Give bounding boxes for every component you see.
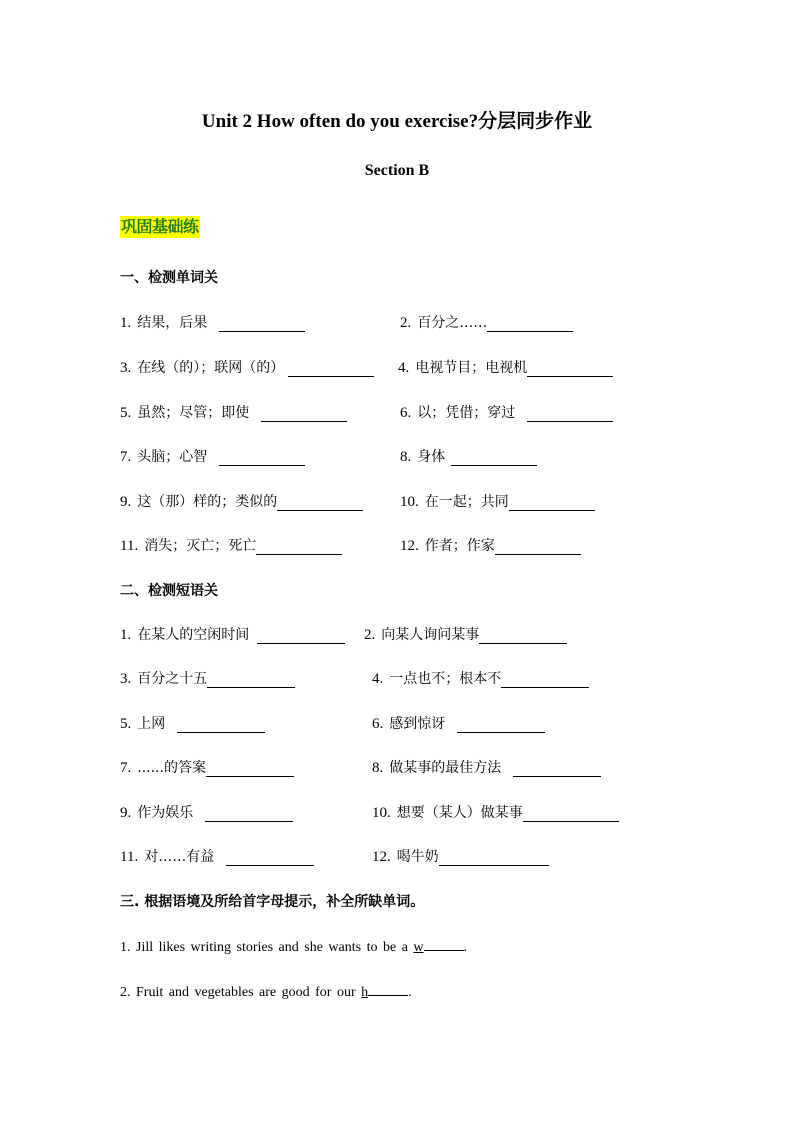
item-text: 虽然；尽管；即使 bbox=[137, 405, 250, 421]
answer-blank[interactable] bbox=[439, 849, 549, 866]
item-text: 感到惊讶 bbox=[389, 716, 446, 732]
answer-blank[interactable] bbox=[368, 981, 408, 996]
sentence-end: . bbox=[463, 940, 468, 955]
answer-blank[interactable] bbox=[288, 360, 374, 377]
item-text: 喝牛奶 bbox=[396, 849, 439, 865]
item-number: 12. bbox=[400, 538, 419, 554]
item-text: 百分之十五 bbox=[137, 671, 208, 687]
vocab-item bbox=[398, 357, 613, 377]
answer-blank[interactable] bbox=[219, 449, 305, 466]
item-number: 6. bbox=[400, 405, 412, 421]
vocab-item bbox=[400, 446, 537, 466]
sentence-end: . bbox=[408, 985, 412, 1000]
vocab-item bbox=[400, 312, 573, 332]
phrase-item bbox=[120, 668, 295, 688]
section-1-heading: 一、检测单词关 bbox=[120, 270, 218, 286]
item-number: 3. bbox=[120, 360, 132, 376]
vocab-item bbox=[120, 491, 363, 511]
item-number: 1. bbox=[120, 315, 132, 331]
item-number: 10. bbox=[400, 494, 419, 510]
answer-blank[interactable] bbox=[207, 671, 295, 688]
answer-blank[interactable] bbox=[219, 315, 305, 332]
section-3-heading: 三. 根据语境及所给首字母提示，补全所缺单词。 bbox=[120, 894, 425, 910]
answer-blank[interactable] bbox=[424, 936, 464, 951]
item-text: 在线（的）；联网（的） bbox=[137, 360, 285, 376]
item-number: 6. bbox=[372, 716, 384, 732]
answer-blank[interactable] bbox=[277, 494, 363, 511]
answer-blank[interactable] bbox=[205, 805, 293, 822]
item-number: 4. bbox=[398, 360, 410, 376]
item-text: 结果，后果 bbox=[137, 315, 208, 331]
item-number: 9. bbox=[120, 494, 132, 510]
page-subtitle: Section B bbox=[364, 162, 430, 179]
answer-blank[interactable] bbox=[256, 538, 342, 555]
phrase-item bbox=[120, 624, 345, 644]
item-text: 电视节目；电视机 bbox=[415, 360, 528, 376]
item-text: 在一起；共同 bbox=[424, 494, 509, 510]
sentence-item bbox=[120, 981, 412, 1001]
answer-blank[interactable] bbox=[177, 716, 265, 733]
initial-letter-hint: h bbox=[361, 985, 369, 1000]
vocab-item bbox=[120, 535, 342, 555]
item-number: 7. bbox=[120, 760, 132, 776]
sentence-item bbox=[120, 936, 467, 956]
phrase-item bbox=[372, 846, 549, 866]
vocab-item bbox=[120, 357, 374, 377]
answer-blank[interactable] bbox=[451, 449, 537, 466]
item-number: 11. bbox=[120, 538, 139, 554]
item-number: 2. bbox=[364, 627, 376, 643]
vocab-item bbox=[120, 312, 305, 332]
sentence-text: Jill likes writing stories and she wants to be a bbox=[136, 940, 408, 955]
answer-blank[interactable] bbox=[257, 627, 345, 644]
item-number: 11. bbox=[120, 849, 139, 865]
item-text: 上网 bbox=[137, 716, 166, 732]
item-text: ......的答案 bbox=[137, 760, 206, 776]
sentence-number: 2. bbox=[120, 985, 131, 1000]
item-text: 一点也不；根本不 bbox=[389, 671, 502, 687]
item-number: 3. bbox=[120, 671, 132, 687]
item-number: 2. bbox=[400, 315, 412, 331]
item-text: 身体 bbox=[417, 449, 446, 465]
initial-letter-hint: w bbox=[413, 940, 424, 955]
vocab-item bbox=[400, 491, 595, 511]
answer-blank[interactable] bbox=[509, 494, 595, 511]
vocab-item bbox=[400, 402, 613, 422]
vocab-item bbox=[120, 402, 347, 422]
phrase-item bbox=[120, 757, 294, 777]
item-number: 5. bbox=[120, 405, 132, 421]
phrase-item bbox=[372, 713, 545, 733]
answer-blank[interactable] bbox=[513, 760, 601, 777]
vocab-item bbox=[400, 535, 581, 555]
level-badge: 巩固基础练 bbox=[121, 217, 199, 236]
item-number: 5. bbox=[120, 716, 132, 732]
phrase-item bbox=[372, 802, 619, 822]
phrase-item bbox=[364, 624, 567, 644]
item-number: 7. bbox=[120, 449, 132, 465]
answer-blank[interactable] bbox=[527, 360, 613, 377]
vocab-item bbox=[120, 446, 305, 466]
sentence-text: Fruit and vegetables are good for our bbox=[136, 985, 356, 1000]
item-text: 在某人的空闲时间 bbox=[137, 627, 250, 643]
item-text: 这（那）样的；类似的 bbox=[137, 494, 278, 510]
item-text: 头脑；心智 bbox=[137, 449, 208, 465]
phrase-item bbox=[372, 757, 601, 777]
item-text: 百分之…… bbox=[417, 315, 488, 331]
item-number: 8. bbox=[372, 760, 384, 776]
phrase-item bbox=[120, 846, 314, 866]
answer-blank[interactable] bbox=[487, 315, 573, 332]
page-title: Unit 2 How often do you exercise?分层同步作业 bbox=[201, 111, 593, 132]
answer-blank[interactable] bbox=[457, 716, 545, 733]
item-number: 1. bbox=[120, 627, 132, 643]
item-text: 作为娱乐 bbox=[137, 805, 194, 821]
item-text: 以；凭借；穿过 bbox=[417, 405, 516, 421]
item-number: 8. bbox=[400, 449, 412, 465]
item-text: 做某事的最佳方法 bbox=[389, 760, 502, 776]
item-text: 对……有益 bbox=[144, 849, 215, 865]
sentence-number: 1. bbox=[120, 940, 131, 955]
answer-blank[interactable] bbox=[527, 405, 613, 422]
section-2-heading: 二、检测短语关 bbox=[120, 583, 218, 599]
phrase-item bbox=[120, 802, 293, 822]
phrase-item bbox=[372, 668, 589, 688]
answer-blank[interactable] bbox=[523, 805, 619, 822]
item-text: 作者；作家 bbox=[424, 538, 495, 554]
item-number: 4. bbox=[372, 671, 384, 687]
item-number: 12. bbox=[372, 849, 391, 865]
answer-blank[interactable] bbox=[261, 405, 347, 422]
phrase-item bbox=[120, 713, 265, 733]
item-text: 向某人询问某事 bbox=[381, 627, 480, 643]
answer-blank[interactable] bbox=[479, 627, 567, 644]
item-number: 10. bbox=[372, 805, 391, 821]
item-number: 9. bbox=[120, 805, 132, 821]
answer-blank[interactable] bbox=[495, 538, 581, 555]
item-text: 消失；灭亡；死亡 bbox=[144, 538, 257, 554]
answer-blank[interactable] bbox=[226, 849, 314, 866]
answer-blank[interactable] bbox=[501, 671, 589, 688]
answer-blank[interactable] bbox=[206, 760, 294, 777]
item-text: 想要（某人）做某事 bbox=[396, 805, 523, 821]
